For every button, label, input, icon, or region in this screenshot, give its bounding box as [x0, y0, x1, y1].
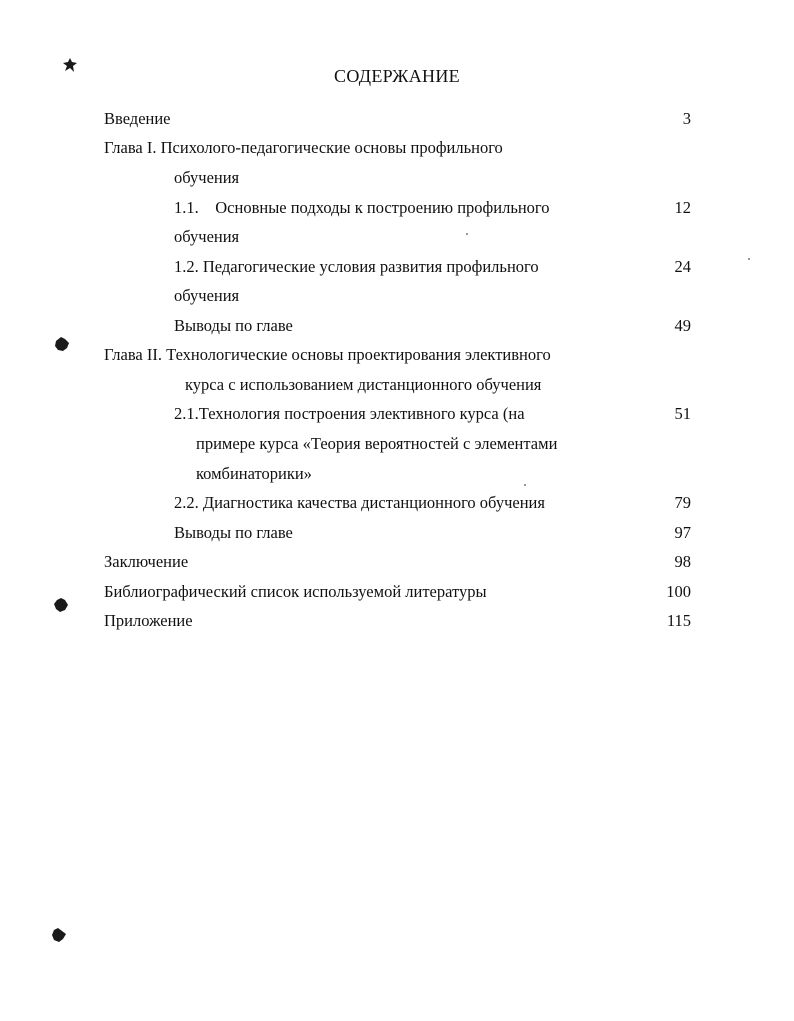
- toc-entry-text: 2.1.Технология построения элективного курса (на: [174, 404, 525, 423]
- toc-entry-page: 115: [666, 611, 691, 630]
- page-title: СОДЕРЖАНИЕ: [334, 66, 460, 86]
- toc-entry-text: обучения: [174, 168, 240, 187]
- toc-entry-text: комбинаторики»: [196, 464, 312, 483]
- toc-entry-text: Приложение: [104, 611, 193, 630]
- scan-blot-mark: [53, 597, 69, 613]
- toc-entry-text: Глава II. Технологические основы проектирования элективного: [104, 345, 551, 364]
- toc-entry-page: 51: [674, 404, 691, 423]
- toc-entry-text: 1.2. Педагогические условия развития профильного: [174, 257, 539, 276]
- scan-blot-mark: [51, 927, 67, 943]
- toc-entry-text: 2.2. Диагностика качества дистанционного обучения: [174, 493, 545, 512]
- toc-entry-page: 79: [674, 493, 691, 512]
- toc-entry-text: Глава I. Психолого-педагогические основы профильного: [104, 138, 503, 157]
- toc-entry-text: Выводы по главе: [174, 523, 293, 542]
- toc-entry-text: примере курса «Теория вероятностей с элементами: [196, 434, 558, 453]
- toc-entry-page: 3: [682, 109, 691, 128]
- toc-entry-text: Заключение: [104, 552, 189, 571]
- toc-entry-page: 24: [674, 257, 691, 276]
- toc-entry-page: 97: [674, 523, 691, 542]
- toc-entry-text: Выводы по главе: [174, 316, 293, 335]
- scan-speck: [524, 484, 526, 486]
- toc-entry-text: Библиографический список используемой литературы: [104, 582, 487, 601]
- toc-entry-page: 49: [674, 316, 691, 335]
- scan-speck: [466, 233, 468, 235]
- scan-speck: [748, 258, 750, 260]
- scan-blot-mark: [54, 336, 70, 352]
- toc-entry-text: обучения: [174, 227, 240, 246]
- toc-entry-page: 100: [666, 582, 691, 601]
- toc-entry-page: 98: [674, 552, 691, 571]
- toc-entry-page: 12: [674, 198, 691, 217]
- toc-entry-text: Введение: [104, 109, 171, 128]
- toc-entry-text: обучения: [174, 286, 240, 305]
- toc-entry-text: 1.1. Основные подходы к построению профильного: [174, 198, 550, 217]
- toc-entry-text: курса с использованием дистанционного обучения: [185, 375, 542, 394]
